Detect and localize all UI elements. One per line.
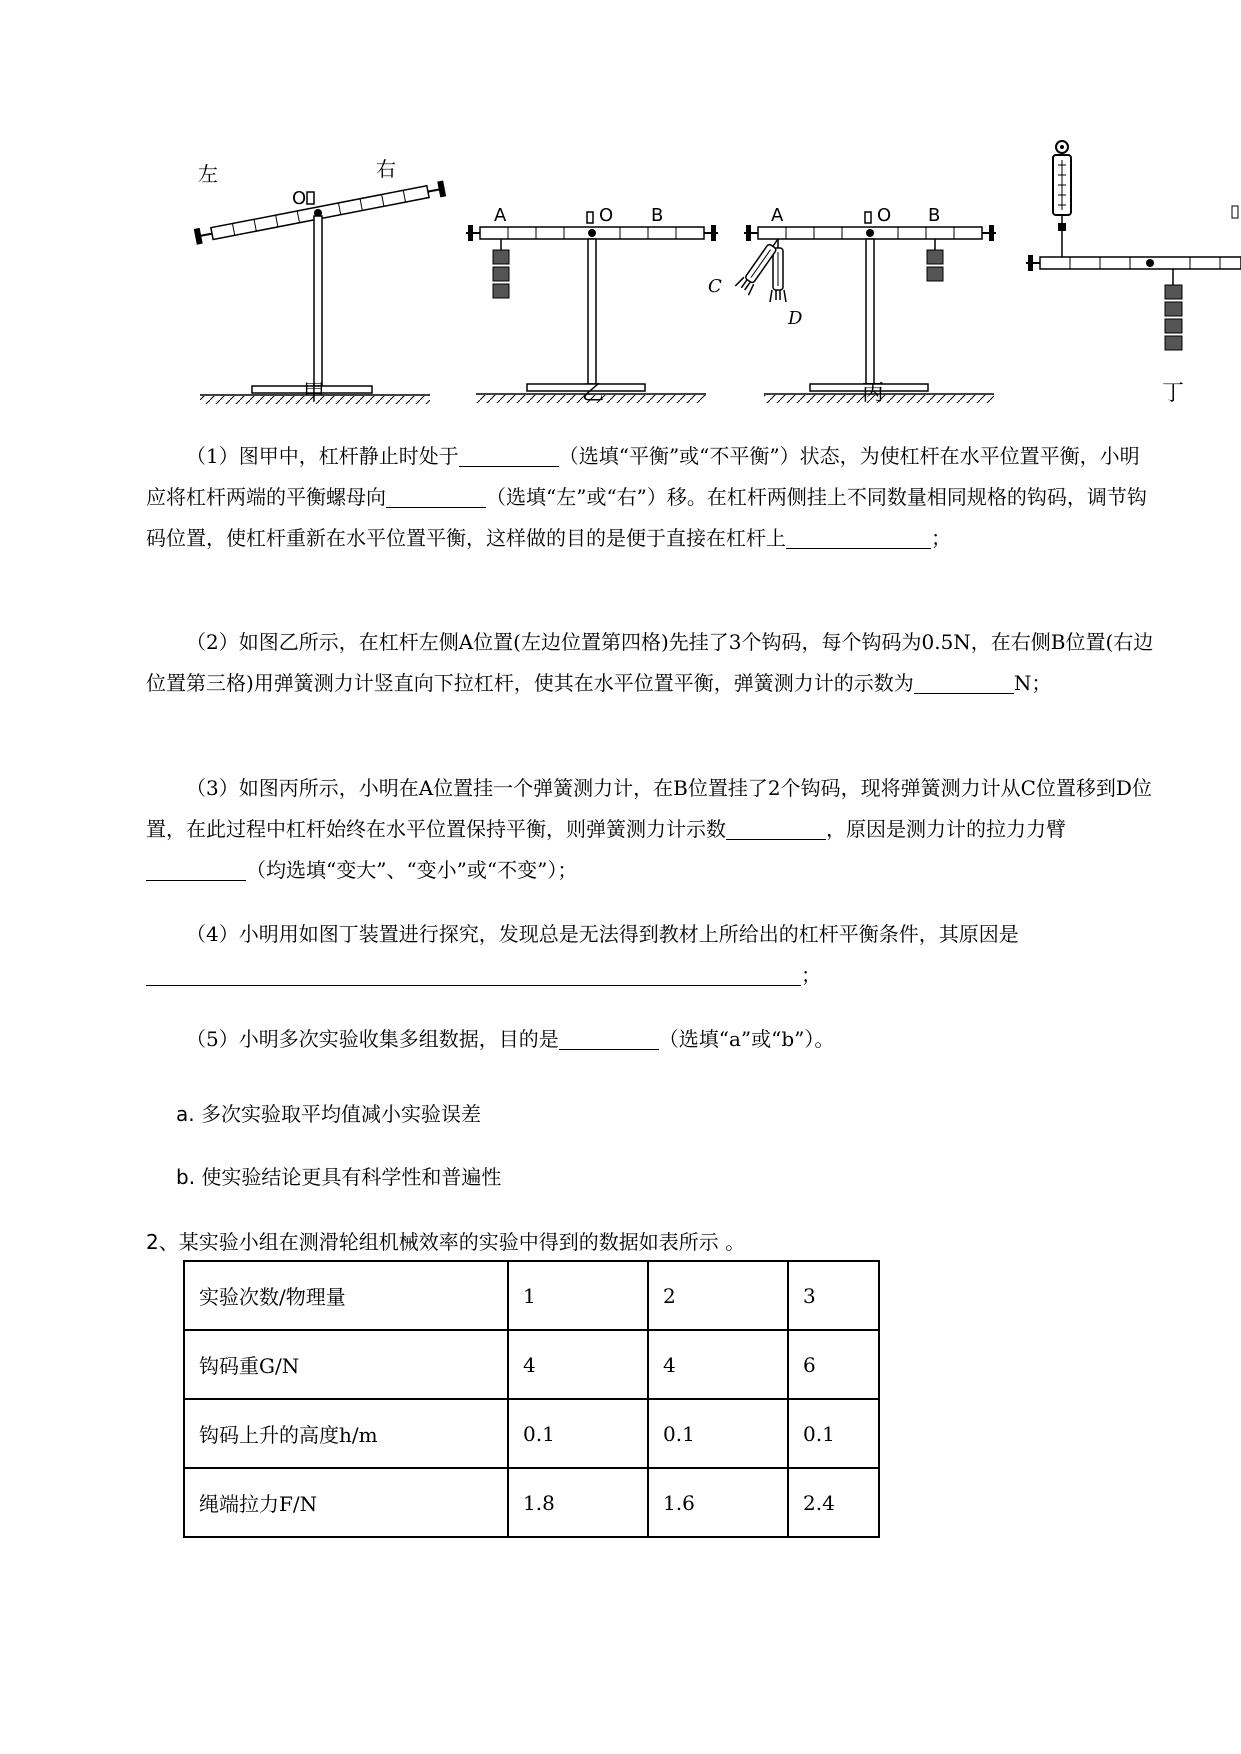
pivot-bracket <box>307 192 314 204</box>
hook-weight <box>1165 302 1182 316</box>
figure-jia <box>194 157 446 404</box>
label-o: O <box>599 205 614 226</box>
table-cell: 钩码上升的高度h/m <box>184 1399 508 1468</box>
stand-pole <box>588 239 596 384</box>
table-cell: 6 <box>788 1330 879 1399</box>
q3-text-3: （均选填“变大”、“变小”或“不变”）； <box>246 858 578 882</box>
hook-weight <box>493 284 509 298</box>
label-o: O <box>877 205 892 226</box>
table-cell: 4 <box>508 1330 648 1399</box>
table-cell: 4 <box>648 1330 788 1399</box>
q5-text-1: （5）小明多次实验收集多组数据，目的是 <box>186 1027 559 1051</box>
answer-blank[interactable] <box>146 858 246 881</box>
table-cell: 2.4 <box>788 1468 879 1537</box>
figure-caption-yi: 乙 <box>582 381 605 406</box>
question-4 <box>146 914 1156 996</box>
table-cell: 绳端拉力F/N <box>184 1468 508 1537</box>
figure-yi <box>466 205 718 403</box>
table-cell: 2 <box>648 1261 788 1330</box>
figure-ding <box>1026 141 1241 350</box>
table-cell: 3 <box>788 1261 879 1330</box>
lever-diagrams-svg <box>0 130 1241 410</box>
table-cell: 0.1 <box>788 1399 879 1468</box>
q1-text-3: （选填“左”或“右”）移。在杠杆两侧挂上不同数量相同规格的钩码，调节钩码位置，使杠杆重新在水平位置平衡，这样做的目的是便于直接在杠杆上 <box>146 485 1147 550</box>
table-cell: 0.1 <box>648 1399 788 1468</box>
table-row <box>184 1468 879 1537</box>
question-5 <box>146 1019 1156 1060</box>
table-cell: 0.1 <box>508 1399 648 1468</box>
table-row <box>184 1399 879 1468</box>
label-left: 左 <box>198 162 218 186</box>
stand-pole <box>866 239 874 384</box>
answer-blank[interactable] <box>914 671 1014 694</box>
q1-text-2: （选填“平衡”或“不平衡”）状态，为使杠杆在水平位置平衡，小明应将杠杆两端的平衡螺母向 <box>146 444 1140 509</box>
lever-figures <box>0 130 1241 414</box>
question-3 <box>146 768 1156 891</box>
table-row <box>184 1261 879 1330</box>
answer-blank[interactable] <box>386 485 486 508</box>
table-cell: 1.6 <box>648 1468 788 1537</box>
data-table <box>183 1260 880 1538</box>
q4-text-2: ； <box>801 963 821 987</box>
answer-blank[interactable] <box>726 817 826 840</box>
label-right: 右 <box>376 157 396 181</box>
q2-text-1: （2）如图乙所示，在杠杆左侧A位置(左边位置第四格)先挂了3个钩码，每个钩码为0.5N，在右侧B位置(右边位置第三格)用弹簧测力计竖直向下拉杠杆，使其在水平位置平衡，弹簧测力计的示数为 <box>146 630 1154 695</box>
question-1 <box>146 436 1156 559</box>
table-row <box>184 1330 879 1399</box>
hook-weight <box>1165 285 1182 299</box>
answer-blank[interactable] <box>146 963 801 986</box>
hook-weight <box>1165 319 1182 333</box>
hook-weight <box>927 267 943 281</box>
problem-2-title: 2、某实验小组在测滑轮组机械效率的实验中得到的数据如表所示 。 <box>146 1230 746 1254</box>
table-cell: 1.8 <box>508 1468 648 1537</box>
answer-blank[interactable] <box>786 526 931 549</box>
figure-caption-jia: 甲 <box>303 381 326 406</box>
q5-text-2: （选填“a”或“b”）。 <box>658 1027 835 1051</box>
label-d: D <box>788 308 803 329</box>
table-cell: 钩码重G/N <box>184 1330 508 1399</box>
label-a: A <box>494 205 507 226</box>
answer-blank[interactable] <box>459 444 559 467</box>
hook-weight <box>1165 336 1182 350</box>
q3-text-1: （3）如图丙所示，小明在A位置挂一个弹簧测力计，在B位置挂了2个钩码，现将弹簧测力计从C位置移到D位置，在此过程中杠杆始终在水平位置保持平衡，则弹簧测力计示数 <box>146 776 1152 841</box>
q2-text-2: N； <box>1013 671 1052 695</box>
table-cell: 1 <box>508 1261 648 1330</box>
q3-text-2: ，原因是测力计的拉力力臂 <box>826 817 1066 841</box>
figure-bing <box>708 205 996 403</box>
hook-weight <box>927 250 943 264</box>
question-2 <box>146 622 1156 704</box>
table-cell: 实验次数/物理量 <box>184 1261 508 1330</box>
option-b: b. 使实验结论更具有科学性和普遍性 <box>176 1165 502 1189</box>
q1-text-1: （1）图甲中，杠杆静止时处于 <box>186 444 459 468</box>
q1-text-4: ； <box>931 526 951 550</box>
answer-blank[interactable] <box>559 1027 659 1050</box>
hook-weight <box>493 250 509 264</box>
figure-caption-ding: 丁 <box>1162 381 1185 406</box>
label-c: C <box>708 276 722 297</box>
figure-caption-bing: 丙 <box>862 381 885 406</box>
pivot-label-o: O <box>292 188 307 209</box>
label-b: B <box>651 205 664 226</box>
option-a: a. 多次实验取平均值减小实验误差 <box>176 1102 481 1126</box>
stand-pole <box>314 216 322 386</box>
hook-weight <box>493 267 509 281</box>
label-a: A <box>771 205 784 226</box>
q4-text-1: （4）小明用如图丁装置进行探究，发现总是无法得到教材上所给出的杠杆平衡条件，其原因是 <box>186 922 1019 946</box>
label-b: B <box>928 205 941 226</box>
